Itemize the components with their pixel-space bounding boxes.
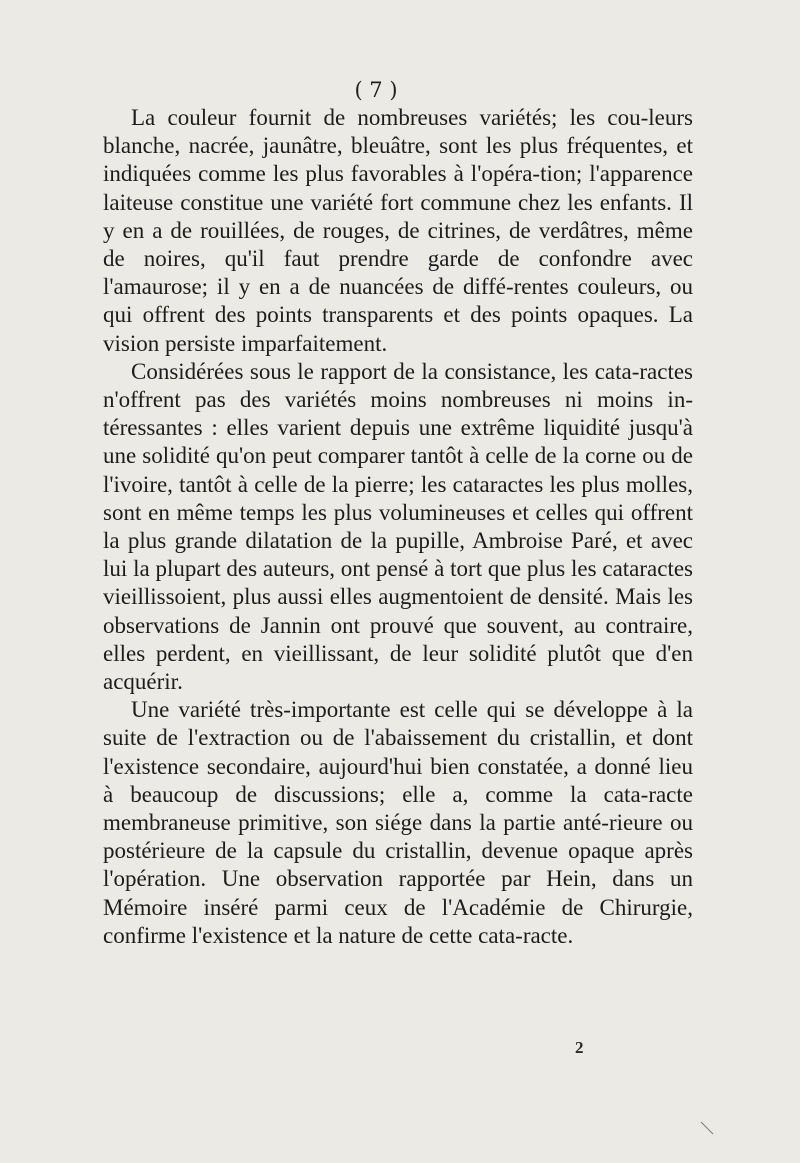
margin-tick-mark	[700, 1121, 714, 1135]
signature-mark: 2	[575, 1038, 584, 1057]
page-number: ( 7 )	[354, 78, 398, 102]
page-body-text	[103, 104, 693, 950]
paragraph-secondary-cataract: Une variété très-importante est celle qui se développe à la suite de l'extraction ou de l'abaissement du cristallin, et dont l'existence secondaire, aujourd'hui bien constatée, a donné lieu à beaucoup de discussions; elle a, comme la cata-racte membraneuse primitive, son siége dans la partie anté-rieure ou postérieure de la capsule du cristallin, devenue opaque après l'opération. Une observation rapportée par Hein, dans un Mémoire inséré parmi ceux de l'Académie de Chirurgie, confirme l'existence et la nature de cette cata-racte.	[103, 697, 693, 948]
paragraph-color: La couleur fournit de nombreuses variétés; les cou-leurs blanche, nacrée, jaunâtre, bleuâtre, sont les plus fréquentes, et indiquées comme les plus favorables à l'opéra-tion; l'apparence laiteuse constitue une variété fort commune chez les enfants. Il y en a de rouillées, de rouges, de citrines, de verdâtres, même de noires, qu'il faut prendre garde de confondre avec l'amaurose; il y en a de nuancées de diffé-rentes couleurs, ou qui offrent des points transparents et des points opaques. La vision persiste imparfaitement.	[103, 105, 693, 356]
paragraph-consistency: Considérées sous le rapport de la consistance, les cata-ractes n'offrent pas des variétés moins nombreuses ni moins in-téressantes : elles varient depuis une extrême liquidité jusqu'à une solidité qu'on peut comparer tantôt à celle de la corne ou de l'ivoire, tantôt à celle de la pierre; les cataractes les plus molles, sont en même temps les plus volumineuses et celles qui offrent la plus grande dilatation de la pupille, Ambroise Paré, et avec lui la plupart des auteurs, ont pensé à tort que plus les cataractes vieillissoient, plus aussi elles augmentoient de densité. Mais les observations de Jannin ont prouvé que souvent, au contraire, elles perdent, en vieillissant, de leur solidité plutôt que d'en acquérir.	[103, 358, 693, 695]
